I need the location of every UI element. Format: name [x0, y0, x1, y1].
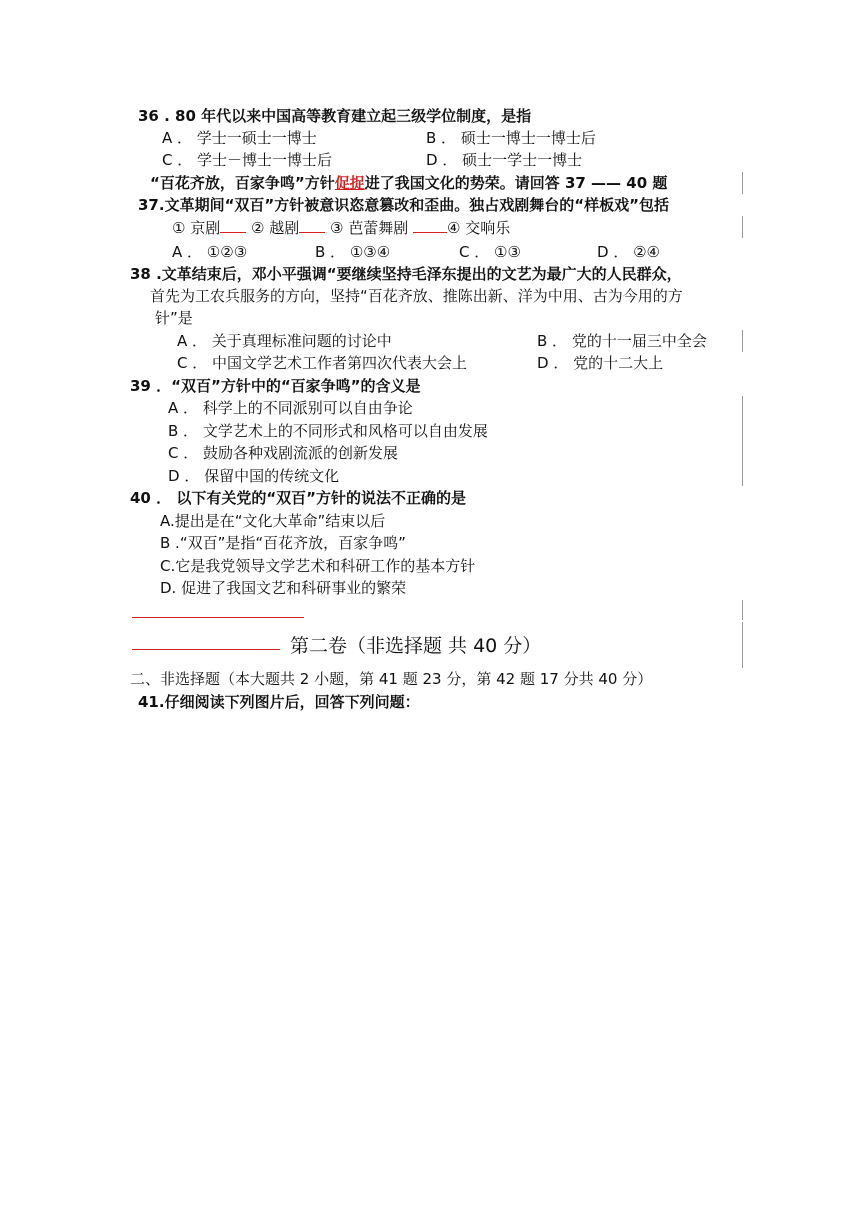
margin-bar — [742, 216, 743, 238]
q37-item-4: ④ 交响乐 — [447, 219, 511, 237]
part2-title: 第二卷（非选择题 共 40 分） — [290, 635, 542, 657]
q39-option-a: A ． 科学上的不同派别可以自由争论 — [168, 399, 413, 417]
q41-stem: 41.仔细阅读下列图片后，回答下列问题： — [138, 693, 420, 711]
q38-option-c: C ． 中国文学艺术工作者第四次代表大会上 — [177, 354, 468, 372]
divider-line — [132, 649, 280, 650]
intro-marked-word: 促捉 — [334, 174, 365, 192]
q36-option-d: D ． 硕士一学士一博士 — [426, 151, 583, 169]
q36-option-c: C ． 学士－博士一博士后 — [162, 151, 333, 169]
q37-option-c: C ． ①③ — [459, 243, 521, 261]
q36-option-a: A ． 学士一硕士一博士 — [162, 129, 317, 147]
intro-post: 进了我国文化的势荣。请回答 37 —— 40 题 — [364, 174, 668, 192]
intro-line — [150, 173, 667, 193]
underline-mark — [413, 218, 447, 233]
q40-option-c: C.它是我党领导文学艺术和科研工作的基本方针 — [160, 557, 476, 575]
q38-stem-line3: 针”是 — [155, 309, 193, 327]
q37-items — [172, 218, 510, 238]
q38-option-d: D ． 党的十二大上 — [537, 354, 664, 372]
q40-option-a: A.提出是在“文化大革命”结束以后 — [160, 512, 386, 530]
q40-option-b: B .“双百”是指“百花齐放，百家争鸣” — [160, 534, 406, 552]
q40-stem: 40 ． 以下有关党的“双百”方针的说法不正确的是 — [130, 489, 467, 507]
q37-option-d: D ． ②④ — [597, 243, 660, 261]
underline-mark — [299, 218, 325, 233]
q37-item-1: ① 京剧 — [172, 219, 221, 237]
q38-option-a: A ． 关于真理标准问题的讨论中 — [177, 332, 392, 350]
divider-line — [132, 617, 304, 618]
margin-bar — [742, 172, 743, 194]
q38-stem-line2: 首先为工农兵服务的方向，坚持“百花齐放、推陈出新、洋为中用、古为今用的方 — [150, 287, 683, 305]
q37-option-a: A ． ①②③ — [172, 243, 248, 261]
intro-pre: “百花齐放，百家争鸣”方针 — [150, 174, 335, 192]
q37-item-3: ③ 芭蕾舞剧 — [330, 219, 409, 237]
q37-option-b: B ． ①③④ — [315, 243, 391, 261]
margin-bar — [742, 600, 743, 620]
q39-option-b: B ． 文学艺术上的不同形式和风格可以自由发展 — [168, 422, 488, 440]
part2-section-heading: 二、非选择题（本大题共 2 小题，第 41 题 23 分，第 42 题 17 分共 40 分） — [130, 670, 653, 688]
q36-stem: 36 . 80 年代以来中国高等教育建立起三级学位制度，是指 — [138, 107, 532, 125]
margin-bar — [742, 330, 743, 352]
q38-option-b: B ． 党的十一届三中全会 — [537, 332, 707, 350]
margin-bar — [742, 622, 743, 668]
q39-option-d: D ． 保留中国的传统文化 — [168, 467, 340, 485]
q37-stem: 37.文革期间“双百”方针被意识恣意篡改和歪曲。独占戏剧舞台的“样板戏”包括 — [138, 196, 670, 214]
q38-stem-line1: 38 .文革结束后，邓小平强调“要继续坚持毛泽东提出的文艺为最广大的人民群众， — [130, 265, 682, 283]
q37-item-2: ② 越剧 — [251, 219, 300, 237]
q40-option-d: D. 促进了我国文艺和科研事业的繁荣 — [160, 579, 407, 597]
q39-stem: 39 ．“双百”方针中的“百家争鸣”的含义是 — [130, 377, 421, 395]
q39-option-c: C ． 鼓励各种戏剧流派的创新发展 — [168, 444, 399, 462]
margin-bar — [742, 396, 743, 486]
underline-mark — [220, 218, 246, 233]
q36-option-b: B ． 硕士一博士一博士后 — [426, 129, 596, 147]
